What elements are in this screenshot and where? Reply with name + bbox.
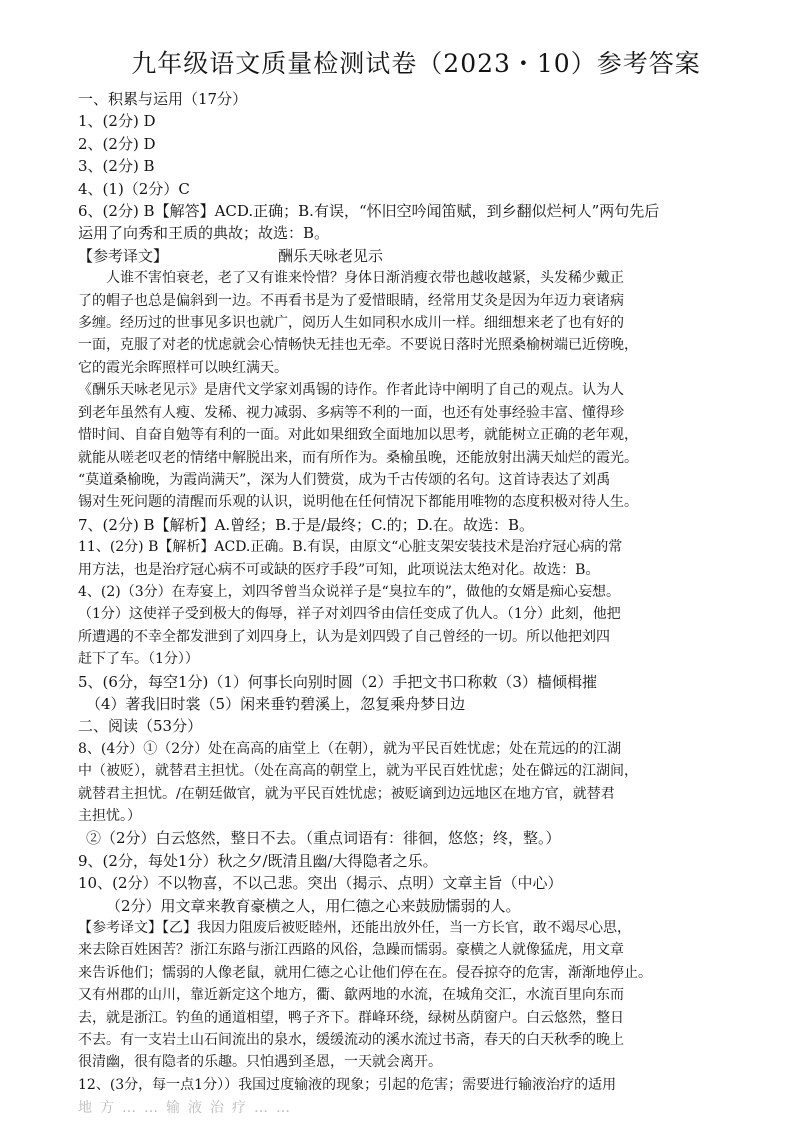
poem-analysis-line: 锡对生死问题的清醒而乐观的认识，说明他在任何情况下都能用唯物的态度积极对待人生。 xyxy=(78,494,638,511)
passage-translation-line: 不去。有一支岩土山石间流出的泉水，缓缓流动的溪水流过书斋，春天的白天秋季的晚上 xyxy=(78,1032,624,1049)
translation-line: 人谁不害怕衰老，老了又有谁来怜惜？身体日渐消瘦衣带也越收越紧，头发稀少戴正 xyxy=(106,270,624,287)
answer-q8-cont: 中（被贬），就替君主担忧。（处在高高的朝堂上，就为平民百姓忧虑；处在僻远的江湖间， xyxy=(78,763,638,780)
poem-title: 酬乐天咏老见示 xyxy=(278,246,384,265)
answer-q7: 7、(2分) B【解析】A.曾经；B.于是/最终；C.的；D.在。故选：B。 xyxy=(78,515,535,534)
translation-header-row xyxy=(78,245,754,267)
poem-analysis-line: 惜时间、自奋自勉等有利的一面。对此如果细致全面地加以思考，就能树立正确的老年观， xyxy=(78,427,638,444)
section-heading-reading: 二、阅读（53分） xyxy=(78,717,203,736)
answer-q5-cont: （4）著我旧时裳（5）闲来垂钓碧溪上，忽复乘舟梦日边 xyxy=(86,694,466,713)
answer-q11: 11、(2分) B【解析】ACD.正确。B.有误，由原文“心脏支架安装技术是治疗冠心病的常 xyxy=(78,539,623,556)
answer-q4-2-cont: 赶下了车。（1分）） xyxy=(78,651,199,668)
passage-translation-line: 来告诉他们；懦弱的人像老鼠，就用仁德之心让他们停在在。侵吞掠夺的危害，渐渐地停止。 xyxy=(78,964,652,981)
answer-q6-cont: 运用了向秀和王质的典故；故选：B。 xyxy=(78,224,330,243)
answer-q8-cont: 就替君主担忧。/在朝廷做官，就为平民百姓忧虑；被贬谪到边远地区在地方官，就替君 xyxy=(78,785,615,802)
answer-q8-cont: 主担忧。） xyxy=(78,808,141,824)
answer-q10: 10、(2分）不以物喜，不以己悲。突出（揭示、点明）文章主旨（中心） xyxy=(78,874,563,893)
passage-translation-line: 【参考译文】【乙】我因力阻废后被贬睦州，还能出放外任，当一方长官，敢不竭尽心思， xyxy=(78,920,631,937)
poem-analysis-line: 《酬乐天咏老见示》是唐代文学家刘禹锡的诗作。作者此诗中阐明了自己的观点。认为人 xyxy=(78,382,624,399)
poem-analysis-line: 就能从嗟老叹老的情绪中解脱出来，而有所作为。桑榆虽晚，还能放射出满天灿烂的霞光。 xyxy=(78,449,638,466)
answer-q8: 8、(4分）①（2分）处在高高的庙堂上（在朝），就为平民百姓忧虑；处在荒远的的江湖 xyxy=(78,740,622,757)
passage-translation-line: 去，就是浙江。钓鱼的通道相望，鸭子齐下。群峰环绕，绿树丛荫窗户。白云悠然，整日 xyxy=(78,1009,624,1026)
passage-translation-line: 很清幽，很有隐者的乐趣。只怕遇到圣恩，一天就会离开。 xyxy=(78,1054,442,1071)
answer-q4-2-cont: （1分）这使祥子受到极大的侮辱，祥子对刘四爷由信任变成了仇人。（1分）此刻，他把 xyxy=(78,606,621,623)
answer-q12: 12、(3分，每一点1分））我国过度输液的现象；引起的危害；需要进行输液治疗的适用 xyxy=(78,1076,617,1093)
answer-q4-1: 4、(1)（2分）C xyxy=(78,179,190,198)
passage-translation-line: 又有州郡的山川，靠近新定这个地方，衢、歙两地的水流，在城角交汇，水流百里向东而 xyxy=(78,987,624,1004)
cut-off-line: 地方……输液治疗…… xyxy=(78,1100,298,1117)
answer-q3: 3、(2分) B xyxy=(78,157,155,176)
section-heading-accumulation: 一、积累与运用（17分） xyxy=(78,90,248,108)
answer-q5: 5、(6分，每空1分)（1）何事长向别时圆（2）手把文书口称敕（3）樯倾楫摧 xyxy=(78,672,597,691)
answer-q11-cont: 用方法，也是治疗冠心病不可或缺的医疗手段”可知，此项说法太绝对化。故选：B。 xyxy=(78,561,600,578)
answer-q10-part2: （2分）用文章来教育豪横之人，用仁德之心来鼓励懦弱的人。 xyxy=(106,896,521,915)
answer-q8-part2: ②（2分）白云悠然，整日不去。（重点词语有：徘徊，悠悠；终，整。） xyxy=(86,829,561,848)
answer-q1: 1、(2分) D xyxy=(78,112,156,131)
poem-analysis-line: “莫道桑榆晚，为霞尚满天”，深为人们赞赏，成为千古传颂的名句。这首诗表达了刘禹 xyxy=(78,471,611,488)
translation-line: 它的霞光余晖照样可以映红满天。 xyxy=(78,359,288,376)
answer-q4-2: 4、(2)（3分）在寿宴上，刘四爷曾当众说祥子是“臭拉车的”，做他的女婿是痴心妄想。 xyxy=(78,583,620,600)
answer-q6: 6、(2分) B【解答】ACD.正确；B.有误，“怀旧空吟闻笛赋，到乡翻似烂柯人”两句先后 xyxy=(78,202,660,221)
answer-q9: 9、(2分，每处1分）秋之夕/既清且幽/大得隐者之乐。 xyxy=(78,851,438,870)
translation-line: 了的帽子也总是偏斜到一边。不再看书是为了爱惜眼睛，经常用艾灸是因为年迈力衰诸病 xyxy=(78,292,624,309)
passage-translation-line: 来去除百姓困苦？浙江东路与浙江西路的风俗，急躁而懦弱。豪横之人就像猛虎，用文章 xyxy=(78,942,624,959)
answer-q2: 2、(2分) D xyxy=(78,134,156,153)
answer-q4-2-cont: 所遭遇的不幸全都发泄到了刘四身上，认为是刘四毁了自己曾经的一切。所以他把刘四 xyxy=(78,628,610,645)
document-title: 九年级语文质量检测试卷（2023・10）参考答案 xyxy=(131,49,701,78)
translation-label: 【参考译文】 xyxy=(78,246,169,265)
translation-line: 一面，克服了对老的忧虑就会心情畅快无挂也无牵。不要说日落时光照桑榆树端已近傍晚， xyxy=(78,337,638,354)
poem-analysis-line: 到老年虽然有人瘦、发稀、视力减弱、多病等不利的一面，也还有处事经验丰富、懂得珍 xyxy=(78,404,624,421)
translation-line: 多缠。经历过的世事见多识也就广，阅历人生如同积水成川一样。细细想来老了也有好的 xyxy=(78,315,624,332)
